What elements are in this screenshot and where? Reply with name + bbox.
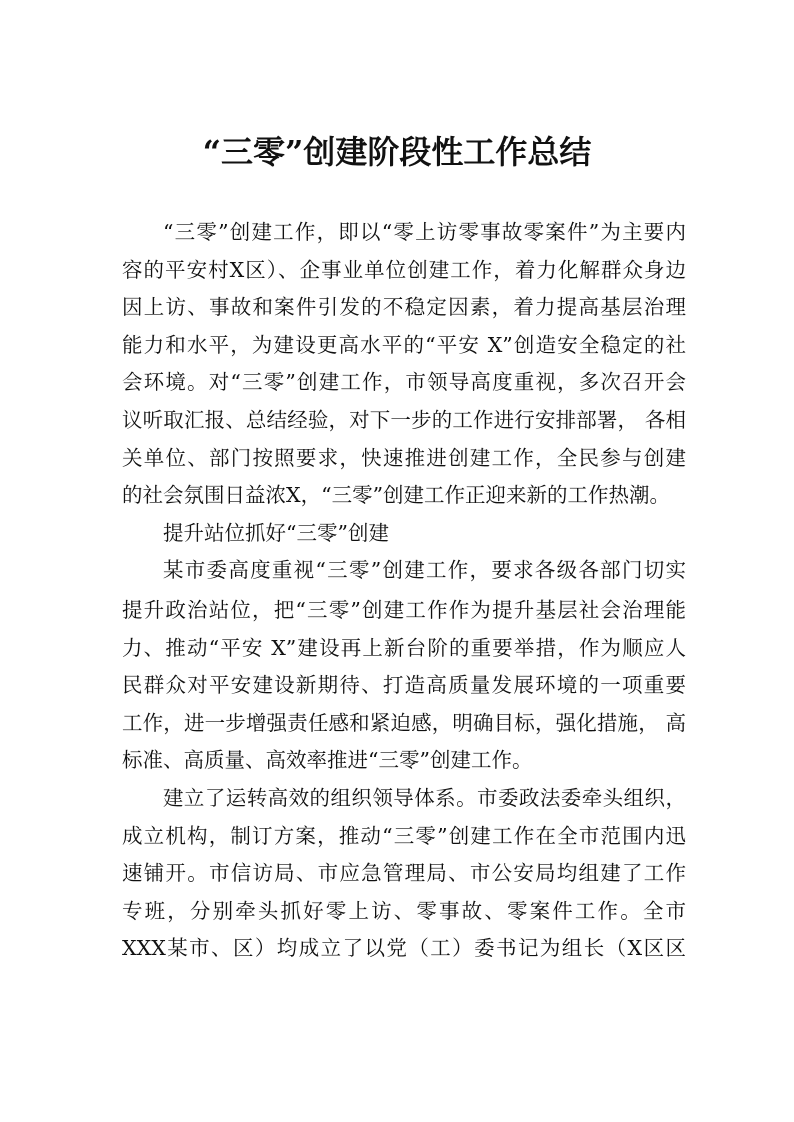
paragraph-3-line-1: 建立了运转高效的组织领导体系。市委政法委牵头组织， <box>163 785 686 810</box>
paragraph-1-line-3: 因上访、事故和案件引发的不稳定因素，着力提高基层治理 <box>122 295 686 320</box>
paragraph-2-line-2: 提升政治站位，把“三零”创建工作作为提升基层社会治理能 <box>122 597 686 622</box>
section-heading: 提升站位抓好“三零”创建 <box>163 520 389 545</box>
paragraph-1-line-2: 容的平安村X区）、企事业单位创建工作，着力化解群众身边 <box>122 257 686 282</box>
paragraph-1-line-8: 的社会氛围日益浓X，“三零”创建工作正迎来新的工作热潮。 <box>122 483 671 508</box>
paragraph-2-line-3: 力、推动“平安 X”建设再上新台阶的重要举措，作为顺应人 <box>122 635 686 660</box>
paragraph-3-line-2: 成立机构，制订方案，推动“三零”创建工作在全市范围内迅 <box>122 823 686 848</box>
paragraph-1-line-5: 会环境。对“三零”创建工作，市领导高度重视，多次召开会 <box>122 370 686 395</box>
document-body <box>122 214 686 968</box>
paragraph-2-line-6: 标准、高质量、高效率推进“三零”创建工作。 <box>122 748 533 773</box>
paragraph-3-line-4: 专班，分别牵头抓好零上访、零事故、零案件工作。全市 <box>122 898 686 923</box>
document-title: “三零”创建阶段性工作总结 <box>202 133 592 171</box>
paragraph-3-line-5: XXX某市、区）均成立了以党（工）委书记为组长（X区区 <box>122 936 686 961</box>
paragraph-2-line-5: 工作，进一步增强责任感和紧迫感，明确目标，强化措施， 高 <box>122 710 686 735</box>
paragraph-1-line-1: “三零”创建工作，即以“零上访零事故零案件”为主要内 <box>163 220 686 244</box>
paragraph-1-line-6: 议听取汇报、总结经验，对下一步的工作进行安排部署， 各相 <box>122 407 686 432</box>
paragraph-1-line-4: 能力和水平，为建设更高水平的“平安 X”创造安全稳定的社 <box>122 332 686 357</box>
paragraph-3-line-3: 速铺开。市信访局、市应急管理局、市公安局均组建了工作 <box>122 861 686 886</box>
paragraph-2-line-1: 某市委高度重视“三零”创建工作，要求各级各部门切实 <box>163 558 686 583</box>
paragraph-2-line-4: 民群众对平安建设新期待、打造高质量发展环境的一项重要 <box>122 673 686 698</box>
paragraph-1-line-7: 关单位、部门按照要求，快速推进创建工作，全民参与创建 <box>122 445 686 470</box>
